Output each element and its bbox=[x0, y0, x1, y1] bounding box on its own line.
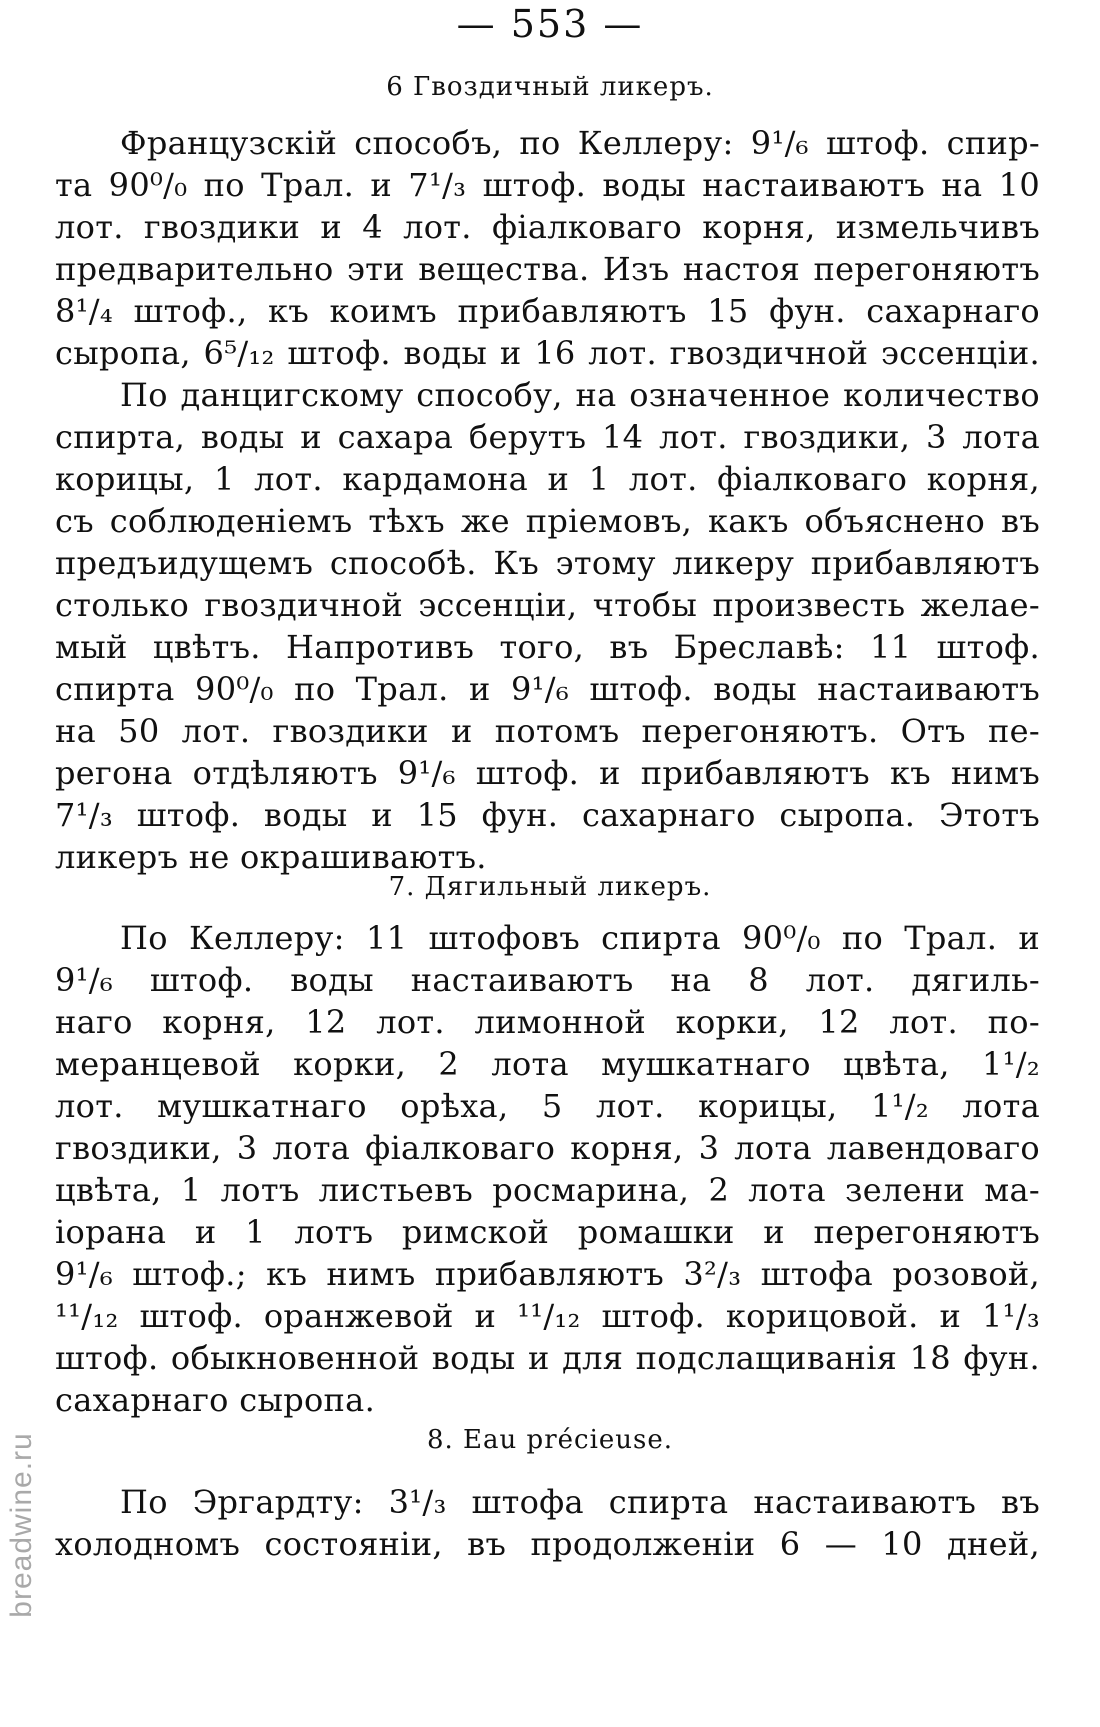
text-line: По данцигскому способу, на означенное количество bbox=[120, 376, 1040, 414]
text-line: лот. мушкатнаго орѣха, 5 лот. корицы, 1¹/₂ лота bbox=[55, 1087, 1040, 1125]
text-line: корицы, 1 лот. кардамона и 1 лот. фіалковаго корня, bbox=[55, 460, 1040, 498]
text-line: наго корня, 12 лот. лимонной корки, 12 лот. по- bbox=[55, 1003, 1040, 1041]
text-line: 9¹/₆ штоф. воды настаиваютъ на 8 лот. дягиль- bbox=[55, 961, 1040, 999]
text-line: Французскій способъ, по Келлеру: 9¹/₆ штоф. спир- bbox=[120, 124, 1040, 162]
text-line: на 50 лот. гвоздики и потомъ перегоняютъ. Отъ пе- bbox=[55, 712, 1040, 750]
text-line: съ соблюденіемъ тѣхъ же пріемовъ, какъ объяснено въ bbox=[55, 502, 1040, 540]
section-title-clove-liqueur: 6 Гвоздичный ликеръ. bbox=[386, 72, 714, 102]
text-line: регона отдѣляютъ 9¹/₆ штоф. и прибавляютъ къ нимъ bbox=[55, 754, 1040, 792]
text-line: столько гвоздичной эссенціи, чтобы произвесть желае- bbox=[55, 586, 1040, 624]
text-line: сыропа, 6⁵/₁₂ штоф. воды и 16 лот. гвоздичной эссенціи. bbox=[55, 334, 1040, 372]
page-number: — 553 — bbox=[456, 2, 644, 46]
text-line: гвоздики, 3 лота фіалковаго корня, 3 лота лавендоваго bbox=[55, 1129, 1040, 1167]
text-line: ¹¹/₁₂ штоф. оранжевой и ¹¹/₁₂ штоф. корицовой. и 1¹/₃ bbox=[55, 1297, 1040, 1335]
watermark-text: breadwine.ru bbox=[5, 1432, 38, 1618]
section-body-eau-precieuse bbox=[55, 1481, 1040, 1565]
text-line: холодномъ состояніи, въ продолженіи 6 — 10 дней, bbox=[55, 1525, 1040, 1563]
text-line: лот. гвоздики и 4 лот. фіалковаго корня, измельчивъ bbox=[55, 208, 1040, 246]
text-line: цвѣта, 1 лотъ листьевъ росмарина, 2 лота зелени ма- bbox=[55, 1171, 1040, 1209]
text-line: спирта 90⁰/₀ по Трал. и 9¹/₆ штоф. воды настаиваютъ bbox=[55, 670, 1040, 708]
text-line: меранцевой корки, 2 лота мушкатнаго цвѣта, 1¹/₂ bbox=[55, 1045, 1040, 1083]
text-line: сахарнаго сыропа. bbox=[55, 1381, 376, 1419]
text-line: предварительно эти вещества. Изъ настоя перегоняютъ bbox=[55, 250, 1040, 288]
section-title-eau-precieuse: 8. Eau précieuse. bbox=[426, 1425, 674, 1455]
text-line: По Келлеру: 11 штофовъ спирта 90⁰/₀ по Трал. и bbox=[120, 919, 1040, 957]
text-line: мый цвѣтъ. Напротивъ того, въ Бреславѣ: 11 штоф. bbox=[55, 628, 1040, 666]
text-line: ликеръ не окрашиваютъ. bbox=[55, 838, 487, 876]
text-line: спирта, воды и сахара берутъ 14 лот. гвоздики, 3 лота bbox=[55, 418, 1040, 456]
text-line: предъидущемъ способѣ. Къ этому ликеру прибавляютъ bbox=[55, 544, 1040, 582]
section-body-clove-liqueur bbox=[55, 122, 1040, 878]
site-watermark bbox=[2, 1330, 42, 1720]
text-line: 8¹/₄ штоф., къ коимъ прибавляютъ 15 фун. сахарнаго bbox=[55, 292, 1040, 330]
text-line: 7¹/₃ штоф. воды и 15 фун. сахарнаго сыропа. Этотъ bbox=[55, 796, 1040, 834]
section-title-angelica-liqueur: 7. Дягильный ликеръ. bbox=[388, 872, 712, 902]
text-line: штоф. обыкновенной воды и для подслащиванія 18 фун. bbox=[55, 1339, 1040, 1377]
text-line: 9¹/₆ штоф.; къ нимъ прибавляютъ 3²/₃ штофа розовой, bbox=[55, 1255, 1040, 1293]
text-line: та 90⁰/₀ по Трал. и 7¹/₃ штоф. воды настаиваютъ на 10 bbox=[55, 166, 1040, 204]
section-body-angelica-liqueur bbox=[55, 917, 1040, 1421]
text-line: По Эргардту: 3¹/₃ штофа спирта настаиваютъ въ bbox=[120, 1483, 1040, 1521]
text-line: іорана и 1 лотъ римской ромашки и перегоняютъ bbox=[55, 1213, 1040, 1251]
